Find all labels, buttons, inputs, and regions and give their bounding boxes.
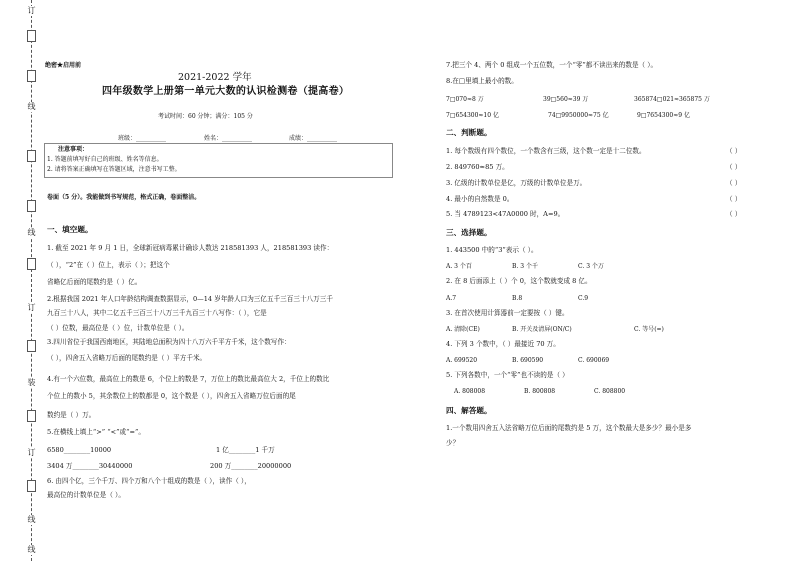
class-field: 班级：__________ xyxy=(118,135,167,142)
choice-option: C. 808800 xyxy=(594,388,626,395)
q8-item: 7□654300≈10 亿 xyxy=(446,112,499,119)
choice-option: A. 清除(CE) xyxy=(446,326,480,333)
secret-mark: 绝密★启用前 xyxy=(45,62,82,69)
compare-item: 200 万________20000000 xyxy=(210,462,292,470)
choice-option: B. 3 个千 xyxy=(512,263,538,270)
q8-item: 365874□021≈365875 万 xyxy=(634,96,710,103)
section-judge-heading: 二、判断题。 xyxy=(446,128,492,137)
fill-line: 1. 截至 2021 年 9 月 1 日，全球新冠病毒累计确诊人数达 218581393 人，218581393 读作： xyxy=(47,244,334,252)
binding-box xyxy=(27,70,36,82)
q8-item: 39□560≈39 万 xyxy=(543,96,589,103)
choice-option: A. 3 个百 xyxy=(446,263,472,270)
compare-item: 6580________10000 xyxy=(47,446,112,454)
fill-line: 个位上的数小 5，其余数位上的数都是 0，这个数是（ ），四舍五入省略万位后面的尾 xyxy=(47,392,296,400)
choice-question: 5. 下列各数中，一个“零”也不读的是（ ） xyxy=(446,371,569,379)
binding-box xyxy=(27,480,36,492)
notes-heading: 注意事项： xyxy=(58,146,89,153)
binding-box xyxy=(27,258,36,270)
binding-box xyxy=(27,410,36,422)
binding-box xyxy=(27,150,36,162)
q8-item: 9□7654300≈9 亿 xyxy=(637,112,690,119)
name-field: 姓名：__________ xyxy=(204,135,253,142)
fill-line: 九百三十八人，其中二亿五千三百三十八万三千九百三十八写作：（ ），它是 xyxy=(47,309,267,317)
choice-option: B. 800808 xyxy=(524,388,556,395)
choice-option: A.7 xyxy=(446,295,457,302)
binding-label: 订 xyxy=(27,303,36,312)
fill-line: 5.在横线上填上“>” “<”或“=”。 xyxy=(47,428,145,436)
section-fill-heading: 一、填空题。 xyxy=(47,225,93,234)
binding-line xyxy=(31,0,32,561)
judge-item: 2. 849760≈85 万。 xyxy=(446,163,509,171)
fill-line: （ ），“2”在（ ）位上，表示（ ）；把这个 xyxy=(47,261,170,269)
judge-item: 4. 最小的自然数是 0。 xyxy=(446,195,514,203)
fill-line: 数约是（ ）万。 xyxy=(47,411,96,419)
fill-line: （ ），四舍五入省略万后面的尾数约是（ ）平方千米。 xyxy=(47,354,207,362)
school-year: 2021-2022 学年 xyxy=(178,72,252,83)
binding-box xyxy=(27,340,36,352)
binding-box xyxy=(27,200,36,212)
choice-option: C. 等号(=) xyxy=(634,326,664,333)
binding-label: 线 xyxy=(27,515,36,524)
fill-line: 3.四川省位于我国西南地区，其陆地总面积为四十八万六千平方千米，这个数写作： xyxy=(47,338,291,346)
binding-box xyxy=(27,30,36,42)
choice-option: A. 808008 xyxy=(454,388,486,395)
choice-question: 2. 在 8 后面添上（ ）个 0，这个数就变成 8 亿。 xyxy=(446,277,592,285)
compare-item: 1 亿________1 千万 xyxy=(216,446,275,454)
section-solve-heading: 四、解答题。 xyxy=(446,406,492,415)
binding-label: 线 xyxy=(27,545,36,554)
solve-line: 少？ xyxy=(446,439,460,447)
choice-question: 3. 在首次使用计算器前一定要按（ ）键。 xyxy=(446,309,569,317)
judge-paren: （ ） xyxy=(726,195,742,203)
choice-option: B. 690590 xyxy=(512,357,544,364)
q8-item: 7□070≈8 万 xyxy=(446,96,484,103)
compare-item: 3404 万________30440000 xyxy=(47,462,133,470)
fill-line: 6. 由四个亿，三个千万、四个万和八个十组成的数是（ ），读作（ ）， xyxy=(47,477,251,485)
judge-paren: （ ） xyxy=(726,179,742,187)
choice-option: B.8 xyxy=(512,295,523,302)
question-8-heading: 8.在□里填上最小的数。 xyxy=(446,77,518,85)
exam-info: 考试时间：60 分钟；满分：105 分 xyxy=(158,113,253,120)
choice-option: B. 开关及清屏(ON/C) xyxy=(512,326,572,333)
fill-line: 省略亿后面的尾数约是（ ）亿。 xyxy=(47,278,142,286)
choice-option: A. 699520 xyxy=(446,357,478,364)
note-item: 1. 答题前填写好自己的班级、姓名等信息。 xyxy=(47,156,163,163)
question-7: 7.把三个 4、两个 0 组成一个五位数，一个“零”都不读出来的数是（ ）。 xyxy=(446,61,658,69)
score-field: 成绩：__________ xyxy=(289,135,338,142)
binding-label: 线 xyxy=(27,228,36,237)
fill-line: 2.根据我国 2021 年人口年龄结构调查数据显示，0—14 岁年龄人口为三亿五千三百三十八万三千 xyxy=(47,295,333,303)
binding-label: 装 xyxy=(27,378,36,387)
judge-item: 5. 当 4789123<47A0000 时，A=9。 xyxy=(446,210,565,218)
section-choice-heading: 三、选择题。 xyxy=(446,228,492,237)
choice-question: 1. 443500 中的“3”表示（ ）。 xyxy=(446,246,538,254)
binding-label: 线 xyxy=(27,102,36,111)
choice-option: C.9 xyxy=(578,295,589,302)
fill-line: （ ）位数，最高位是（ ）位，计数单位是（ ）。 xyxy=(47,324,189,332)
solve-line: 1.一个数用四舍五入法省略万位后面的尾数约是 5 万，这个数最大是多少？最小是多 xyxy=(446,424,692,432)
choice-option: C. 690069 xyxy=(578,357,610,364)
judge-paren: （ ） xyxy=(726,147,742,155)
appearance-note: 卷面（5 分）。我能做到书写规范，格式正确，卷面整洁。 xyxy=(47,194,201,201)
judge-item: 1. 每个数级有四个数位，一个数含有三级，这个数一定是十二位数。 xyxy=(446,147,646,155)
fill-line: 最高位的计数单位是（ ）。 xyxy=(47,491,125,499)
judge-paren: （ ） xyxy=(726,163,742,171)
binding-label: 订 xyxy=(27,6,36,15)
note-item: 2. 请将答案正确填写在答题区域，注意书写工整。 xyxy=(47,166,181,173)
choice-option: C. 3 个万 xyxy=(578,263,604,270)
choice-question: 4. 下列 3 个数中，（ ）最接近 70 万。 xyxy=(446,340,560,348)
page-title: 四年级数学上册第一单元大数的认识检测卷（提高卷） xyxy=(102,86,350,97)
judge-paren: （ ） xyxy=(726,210,742,218)
judge-item: 3. 亿级的计数单位是亿，万级的计数单位是万。 xyxy=(446,179,587,187)
fill-line: 4.有一个六位数，最高位上的数是 6，个位上的数是 7，万位上的数比最高位大 2，千位上的数比 xyxy=(47,375,330,383)
binding-label: 订 xyxy=(27,448,36,457)
q8-item: 74□9950000≈75 亿 xyxy=(548,112,609,119)
